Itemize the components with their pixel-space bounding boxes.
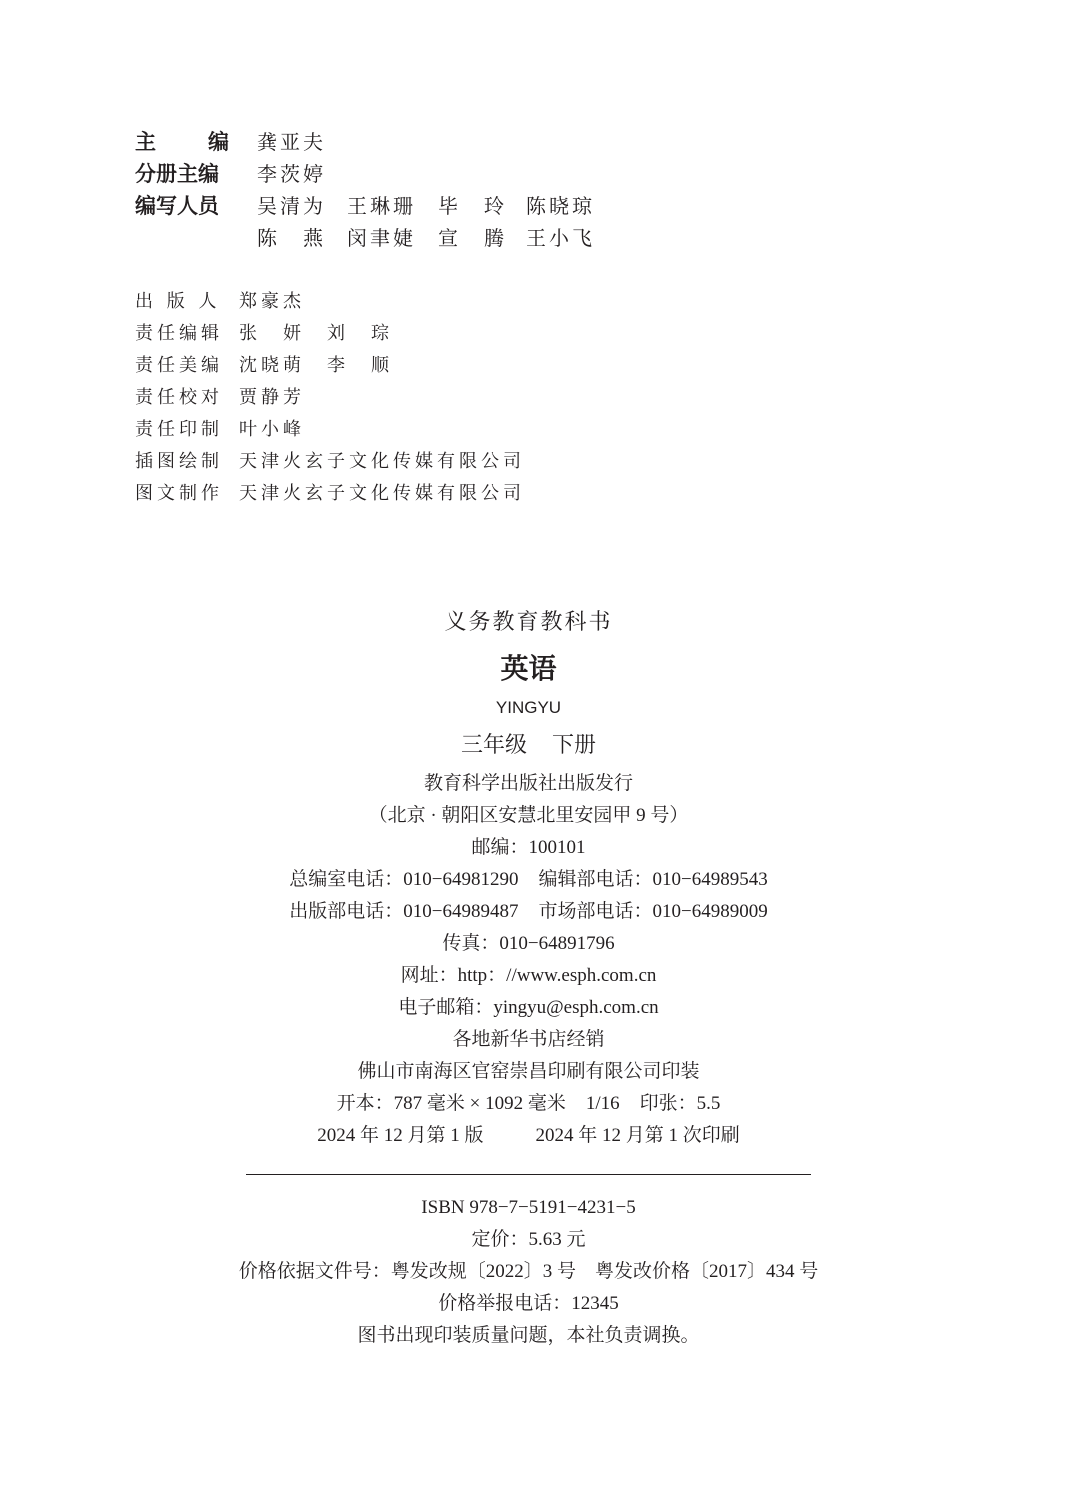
writer-name: 宣 腾 bbox=[438, 226, 507, 250]
writers-label: 编写人员 bbox=[135, 194, 219, 218]
volume-editor-row bbox=[135, 158, 735, 190]
writer-name: 陈 燕 bbox=[257, 226, 326, 250]
staff-label: 责任校对 bbox=[135, 387, 223, 408]
phone-chief-office: 总编室电话：010−64981290 bbox=[289, 869, 519, 890]
edition: 2024 年 12 月第 1 版 bbox=[317, 1125, 484, 1146]
fax: 传真：010−64891796 bbox=[442, 933, 615, 954]
credits-block bbox=[135, 126, 735, 254]
staff-block bbox=[135, 286, 635, 510]
book-title: 英语 bbox=[500, 652, 557, 685]
staff-label: 插图绘制 bbox=[135, 451, 223, 472]
isbn: ISBN 978−7−5191−4231−5 bbox=[421, 1197, 636, 1218]
staff-label: 出 版 人 bbox=[135, 291, 221, 312]
staff-value: 天津火玄子文化传媒有限公司 bbox=[239, 451, 525, 472]
writers-names-row1 bbox=[257, 190, 606, 222]
writers-names-row2 bbox=[257, 222, 606, 254]
writer-name: 王琳珊 bbox=[347, 194, 416, 218]
volume-editor-name: 李茨婷 bbox=[257, 162, 326, 186]
format-row bbox=[0, 1088, 1057, 1120]
staff-row bbox=[135, 318, 635, 350]
writers-row-continued bbox=[135, 222, 735, 254]
writer-name: 吴清为 bbox=[257, 194, 326, 218]
staff-value: 天津火玄子文化传媒有限公司 bbox=[239, 483, 525, 504]
website: 网址：http：//www.esph.com.cn bbox=[400, 965, 657, 986]
phone-row-1 bbox=[0, 864, 1057, 896]
volume: 下册 bbox=[552, 733, 597, 758]
chief-editor-names bbox=[257, 126, 347, 158]
staff-label: 图文制作 bbox=[135, 483, 223, 504]
printing: 2024 年 12 月第 1 次印刷 bbox=[535, 1125, 740, 1146]
writer-name: 毕 玲 bbox=[438, 194, 507, 218]
staff-label: 责任编辑 bbox=[135, 323, 223, 344]
staff-value: 郑豪杰 bbox=[239, 291, 305, 312]
phone-market: 市场部电话：010−64989009 bbox=[538, 901, 768, 922]
chief-editor-row bbox=[135, 126, 735, 158]
book-title-pinyin: YINGYU bbox=[495, 698, 562, 717]
printer: 佛山市南海区官窑崇昌印刷有限公司印装 bbox=[357, 1061, 700, 1082]
staff-row bbox=[135, 446, 635, 478]
staff-value: 沈晓萌 李 顺 bbox=[239, 355, 393, 376]
staff-value: 叶小峰 bbox=[239, 419, 305, 440]
edition-row bbox=[0, 1120, 1057, 1152]
grade-volume bbox=[0, 724, 1057, 768]
price-basis: 价格依据文件号：粤发改规〔2022〕3 号 粤发改价格〔2017〕434 号 bbox=[238, 1261, 819, 1282]
writers-row bbox=[135, 190, 735, 222]
staff-label: 责任印制 bbox=[135, 419, 223, 440]
email: 电子邮箱：yingyu@esph.com.cn bbox=[398, 997, 659, 1018]
chief-editor-name: 龚亚夫 bbox=[257, 130, 326, 154]
phone-row-2 bbox=[0, 896, 1057, 928]
postcode: 邮编：100101 bbox=[471, 837, 586, 858]
format-size: 开本：787 毫米 × 1092 毫米 bbox=[336, 1093, 566, 1114]
writer-name: 陈晓琼 bbox=[526, 194, 595, 218]
writer-name: 闵聿婕 bbox=[347, 226, 416, 250]
volume-editor-label: 分册主编 bbox=[135, 162, 219, 186]
distributor: 各地新华书店经销 bbox=[452, 1029, 605, 1050]
staff-row bbox=[135, 286, 635, 318]
quality-notice: 图书出现印装质量问题，本社负责调换。 bbox=[357, 1325, 700, 1346]
price: 定价：5.63 元 bbox=[471, 1229, 586, 1250]
format-sheets: 印张：5.5 bbox=[639, 1093, 721, 1114]
staff-row bbox=[135, 350, 635, 382]
phone-publishing: 出版部电话：010−64989487 bbox=[289, 901, 519, 922]
divider-line bbox=[246, 1174, 811, 1175]
staff-row bbox=[135, 382, 635, 414]
staff-value: 贾静芳 bbox=[239, 387, 305, 408]
phone-editorial: 编辑部电话：010−64989543 bbox=[538, 869, 768, 890]
book-info-block bbox=[0, 600, 1057, 1152]
staff-row bbox=[135, 414, 635, 446]
staff-label: 责任美编 bbox=[135, 355, 223, 376]
staff-value: 张 妍 刘 琮 bbox=[239, 323, 393, 344]
writer-name: 王小飞 bbox=[526, 226, 595, 250]
publisher: 教育科学出版社出版发行 bbox=[423, 773, 633, 794]
publisher-address: （北京 · 朝阳区安慧北里安园甲 9 号） bbox=[368, 805, 689, 826]
grade: 三年级 bbox=[460, 733, 527, 758]
series-title: 义务教育教科书 bbox=[444, 610, 613, 635]
pricing-block bbox=[0, 1192, 1057, 1352]
staff-row bbox=[135, 478, 635, 510]
format-fold: 1/16 bbox=[585, 1093, 620, 1114]
volume-editor-names bbox=[257, 158, 347, 190]
price-report-phone: 价格举报电话：12345 bbox=[438, 1293, 619, 1314]
chief-editor-label: 主 编 bbox=[135, 130, 229, 154]
